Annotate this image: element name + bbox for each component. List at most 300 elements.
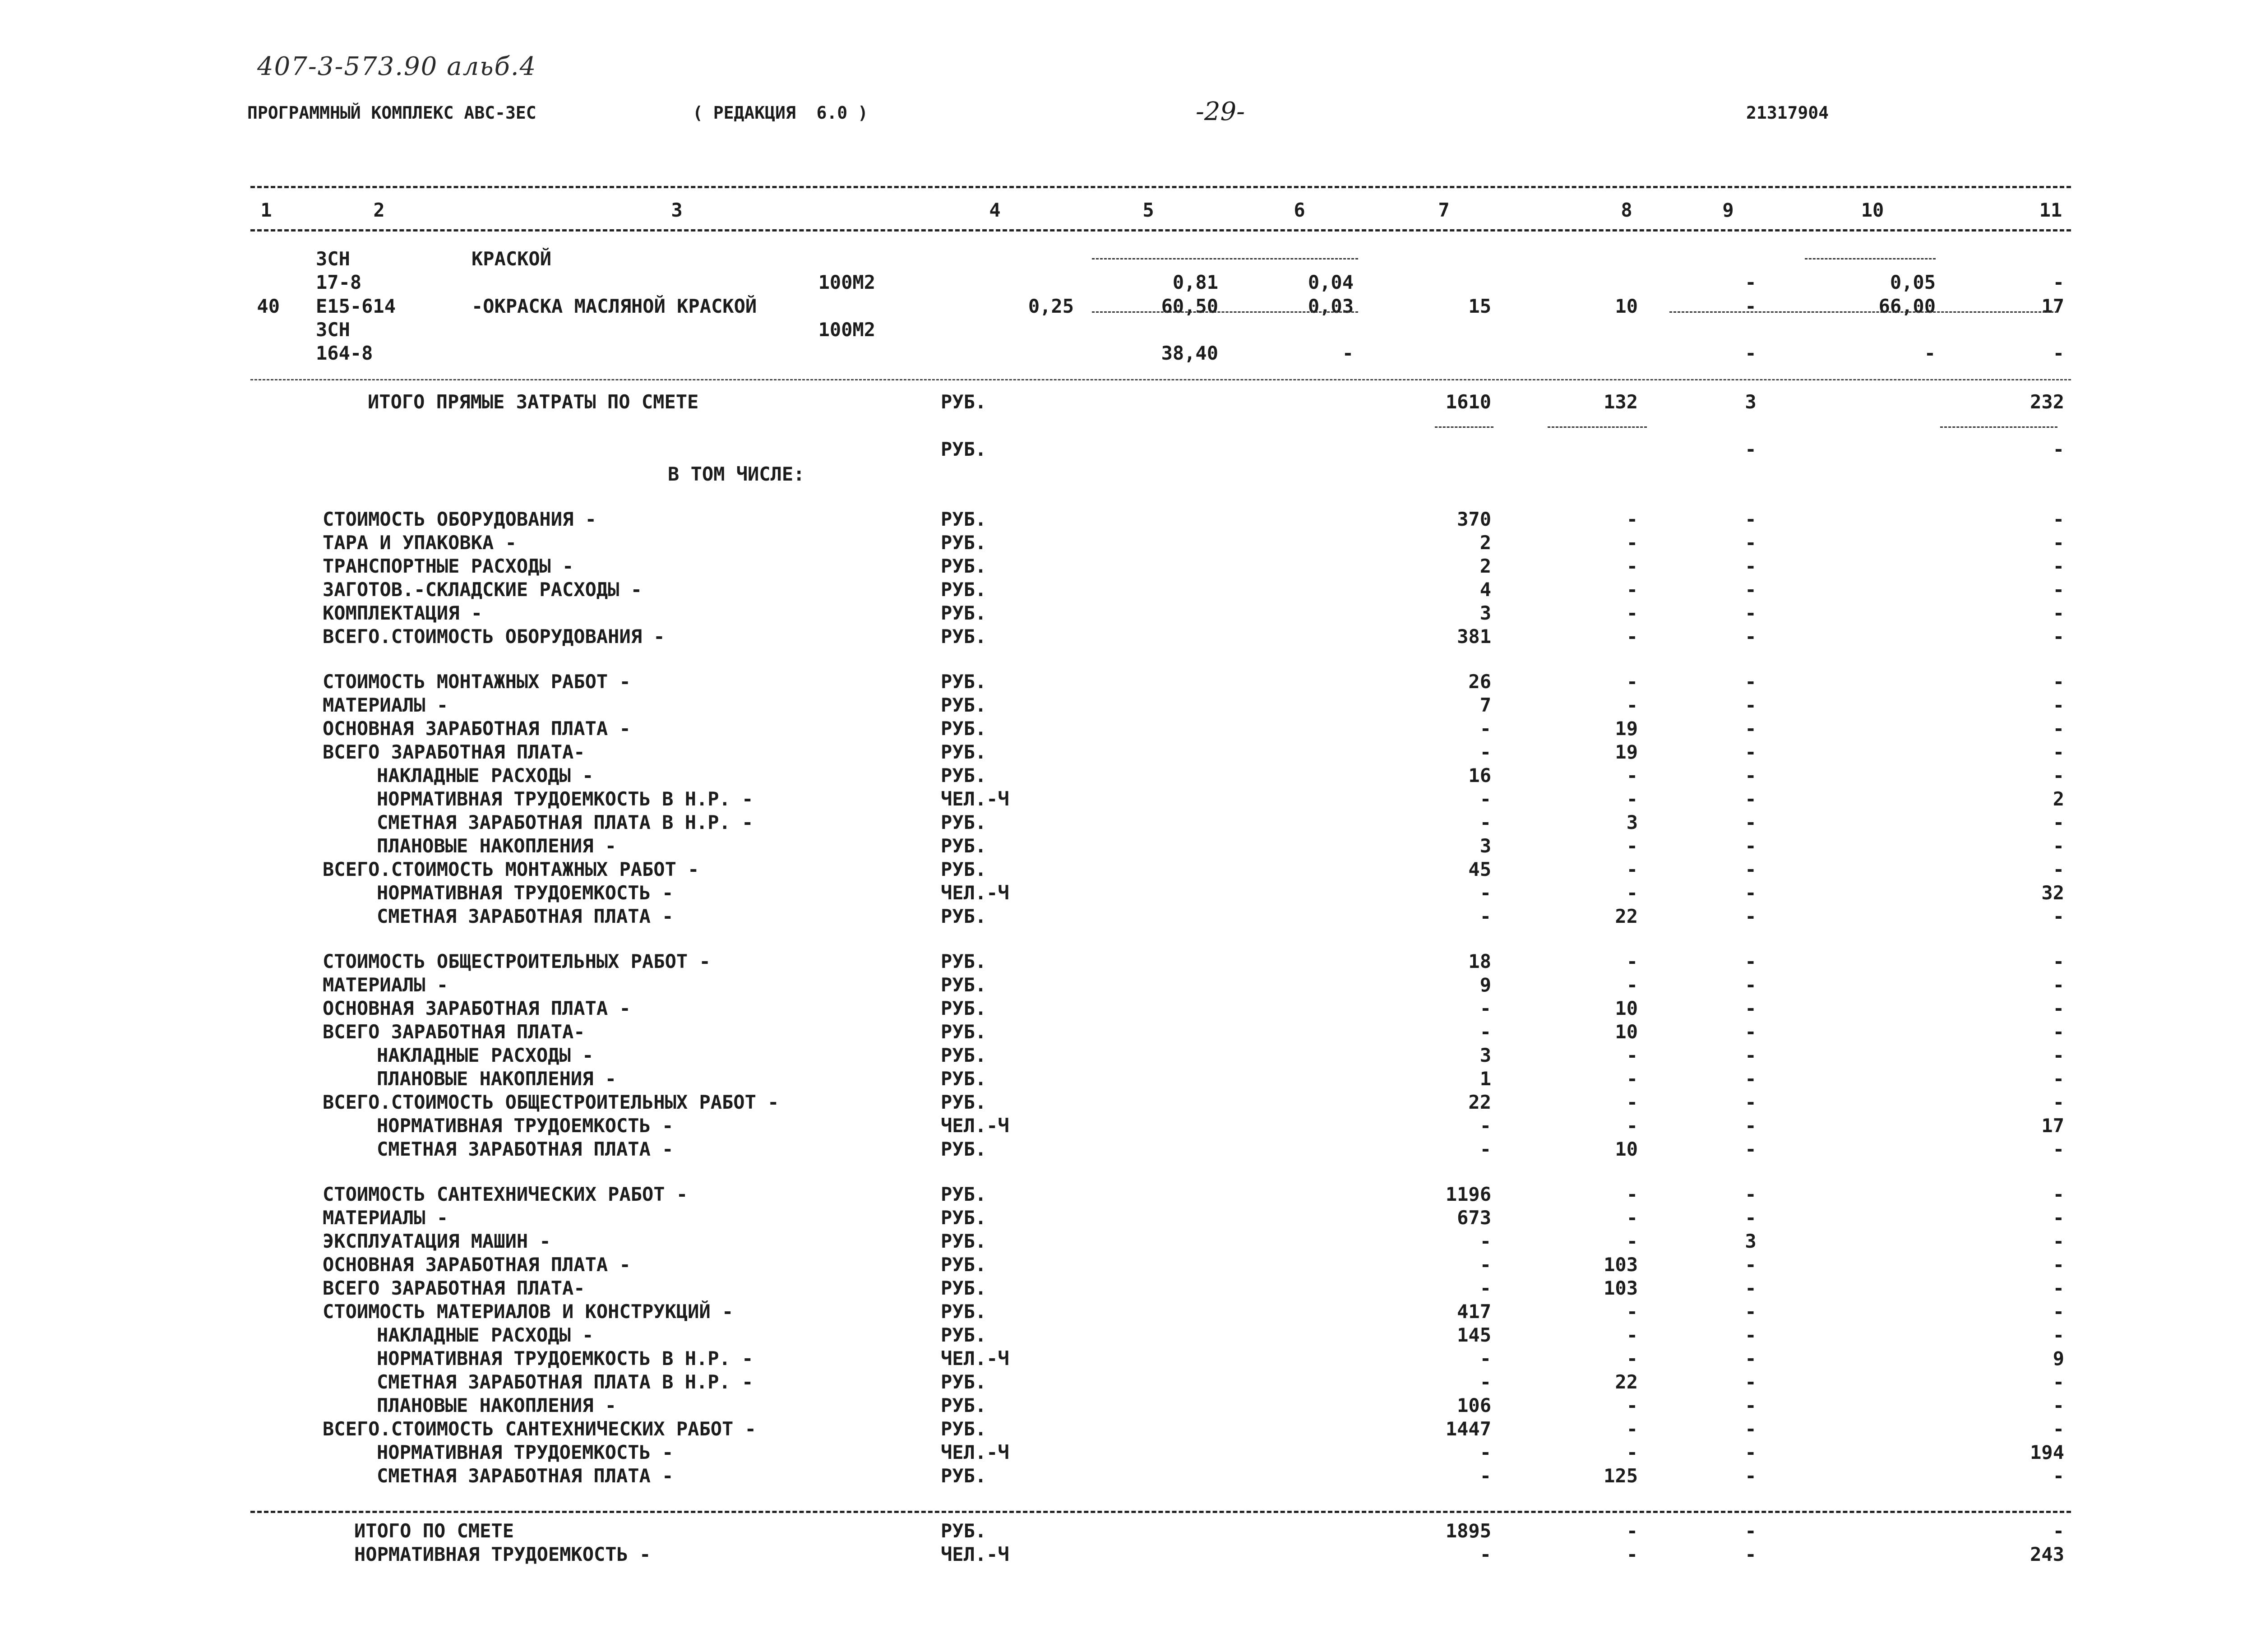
- item-code: ЗСН: [316, 248, 350, 270]
- summary-col11: -: [2053, 532, 2064, 554]
- summary-col7: -: [1479, 997, 1491, 1019]
- summary-col9: -: [1745, 1044, 1757, 1066]
- item-code: 17-8: [316, 271, 362, 293]
- item-unit-price: 0,81: [1172, 271, 1218, 293]
- column-header-rule: [250, 229, 2071, 231]
- summary-col8: 3: [1626, 811, 1638, 833]
- item-col10: -: [1924, 342, 1936, 364]
- summary-col9: -: [1745, 508, 1757, 530]
- summary-unit: РУБ.: [941, 1021, 987, 1043]
- summary-col11: -: [2053, 741, 2064, 763]
- summary-unit: РУБ.: [941, 997, 987, 1019]
- summary-col9: -: [1745, 835, 1757, 857]
- summary-col11: -: [2053, 602, 2064, 624]
- summary-label: СТОИМОСТЬ ОБЩЕСТРОИТЕЛЬНЫХ РАБОТ -: [323, 950, 711, 972]
- item-unit: 100М2: [818, 319, 875, 341]
- summary-col8: -: [1626, 578, 1638, 601]
- summary-col9: -: [1745, 1543, 1757, 1565]
- summary-unit: РУБ.: [941, 1520, 987, 1542]
- summary-unit: РУБ.: [941, 671, 987, 693]
- summary-col8: -: [1626, 950, 1638, 972]
- summary-col11: -: [2053, 1394, 2064, 1416]
- summary-col7: 106: [1457, 1394, 1491, 1416]
- summary-col9: -: [1745, 1183, 1757, 1205]
- summary-col7: -: [1479, 1371, 1491, 1393]
- summary-label: ОСНОВНАЯ ЗАРАБОТНАЯ ПЛАТА -: [323, 717, 631, 740]
- summary-unit: РУБ.: [941, 694, 987, 716]
- summary-col9: -: [1745, 1465, 1757, 1487]
- summary-col8: -: [1626, 694, 1638, 716]
- item-col10: 0,05: [1890, 271, 1936, 293]
- summary-label: КОМПЛЕКТАЦИЯ -: [323, 602, 483, 624]
- summary-col11: 194: [2030, 1441, 2064, 1463]
- summary-col8: -: [1626, 508, 1638, 530]
- summary-col8: 10: [1615, 1138, 1638, 1160]
- summary-col9: 3: [1745, 391, 1757, 413]
- total-underline: [1435, 426, 1493, 428]
- summary-unit: РУБ.: [941, 1465, 987, 1487]
- item-total: 15: [1468, 295, 1491, 317]
- summary-col11: -: [2053, 1520, 2064, 1542]
- item-unit-price: 60,50: [1161, 295, 1218, 317]
- summary-label: СТОИМОСТЬ МОНТАЖНЫХ РАБОТ -: [323, 671, 631, 693]
- summary-col8: -: [1626, 1418, 1638, 1440]
- summary-col7: -: [1479, 905, 1491, 927]
- summary-label: СМЕТНАЯ ЗАРАБОТНАЯ ПЛАТА -: [377, 905, 674, 927]
- summary-col9: -: [1745, 1277, 1757, 1299]
- summary-label: НОРМАТИВНАЯ ТРУДОЕМКОСТЬ В Н.Р. -: [377, 788, 754, 810]
- summary-col9: -: [1745, 1254, 1757, 1276]
- summary-unit: РУБ.: [941, 1324, 987, 1346]
- summary-unit: РУБ.: [941, 1254, 987, 1276]
- summary-col7: 370: [1457, 508, 1491, 530]
- summary-col9: -: [1745, 788, 1757, 810]
- summary-col7: -: [1479, 1254, 1491, 1276]
- summary-label: ВСЕГО.СТОИМОСТЬ ОБЩЕСТРОИТЕЛЬНЫХ РАБОТ -: [323, 1091, 779, 1113]
- item-unit-price: 38,40: [1161, 342, 1218, 364]
- summary-col11: -: [2053, 835, 2064, 857]
- summary-col7: 7: [1479, 694, 1491, 716]
- summary-col7: 673: [1457, 1207, 1491, 1229]
- item-description: -ОКРАСКА МАСЛЯНОЙ КРАСКОЙ: [472, 295, 757, 317]
- summary-col7: -: [1479, 1441, 1491, 1463]
- summary-label: ИТОГО ПО СМЕТЕ: [354, 1520, 514, 1542]
- summary-col7: 3: [1479, 602, 1491, 624]
- summary-col8: -: [1626, 788, 1638, 810]
- column-number-6: 6: [1294, 199, 1305, 221]
- summary-col8: 10: [1615, 1021, 1638, 1043]
- summary-label: ОСНОВНАЯ ЗАРАБОТНАЯ ПЛАТА -: [323, 1254, 631, 1276]
- summary-col8: -: [1626, 602, 1638, 624]
- footer-rule: [250, 1511, 2071, 1513]
- summary-col11: -: [2053, 858, 2064, 880]
- page-number: -29-: [1196, 97, 1245, 126]
- summary-col9: -: [1745, 764, 1757, 787]
- summary-col8: -: [1626, 1347, 1638, 1370]
- summary-col9: -: [1745, 671, 1757, 693]
- summary-col9: -: [1745, 717, 1757, 740]
- summary-col8: -: [1626, 764, 1638, 787]
- summary-label: СМЕТНАЯ ЗАРАБОТНАЯ ПЛАТА -: [377, 1138, 674, 1160]
- summary-col8: 103: [1604, 1277, 1638, 1299]
- summary-col9: -: [1745, 811, 1757, 833]
- summary-unit: РУБ.: [941, 508, 987, 530]
- summary-col8: -: [1626, 555, 1638, 577]
- column-number-9: 9: [1722, 199, 1734, 221]
- summary-unit: РУБ.: [941, 1138, 987, 1160]
- summary-col8: -: [1626, 1091, 1638, 1113]
- summary-col11: -: [2053, 1418, 2064, 1440]
- summary-col11: -: [2053, 1277, 2064, 1299]
- item-description: КРАСКОЙ: [472, 248, 552, 270]
- summary-col11: 9: [2053, 1347, 2064, 1370]
- column-number-4: 4: [989, 199, 1001, 221]
- total-underline: [1940, 426, 2057, 428]
- summary-col8: -: [1626, 625, 1638, 648]
- including-col11: -: [2053, 438, 2064, 460]
- summary-col7: -: [1479, 1230, 1491, 1252]
- item-col6: 0,04: [1308, 271, 1354, 293]
- summary-col7: 26: [1468, 671, 1491, 693]
- summary-col9: -: [1745, 694, 1757, 716]
- summary-col11: 32: [2041, 882, 2064, 904]
- summary-col8: -: [1626, 1183, 1638, 1205]
- summary-col8: -: [1626, 1520, 1638, 1542]
- summary-col9: -: [1745, 1324, 1757, 1346]
- summary-col11: -: [2053, 1091, 2064, 1113]
- summary-unit: РУБ.: [941, 1277, 987, 1299]
- summary-col9: -: [1745, 1021, 1757, 1043]
- summary-col11: -: [2053, 1230, 2064, 1252]
- summary-col11: -: [2053, 1044, 2064, 1066]
- summary-col9: -: [1745, 858, 1757, 880]
- summary-col11: -: [2053, 717, 2064, 740]
- summary-label: МАТЕРИАЛЫ -: [323, 974, 448, 996]
- summary-unit: ЧЕЛ.-Ч: [941, 1347, 1009, 1370]
- summary-unit: РУБ.: [941, 1418, 987, 1440]
- summary-unit: РУБ.: [941, 1207, 987, 1229]
- summary-label: ПЛАНОВЫЕ НАКОПЛЕНИЯ -: [377, 1068, 617, 1090]
- summary-col11: -: [2053, 1021, 2064, 1043]
- summary-label: ОСНОВНАЯ ЗАРАБОТНАЯ ПЛАТА -: [323, 997, 631, 1019]
- summary-label: ВСЕГО ЗАРАБОТНАЯ ПЛАТА-: [323, 1021, 585, 1043]
- summary-unit: РУБ.: [941, 1091, 987, 1113]
- summary-col7: 2: [1479, 532, 1491, 554]
- summary-col7: -: [1479, 717, 1491, 740]
- summary-col7: -: [1479, 1347, 1491, 1370]
- summary-unit: РУБ.: [941, 625, 987, 648]
- summary-col7: -: [1479, 788, 1491, 810]
- summary-label: СТОИМОСТЬ ОБОРУДОВАНИЯ -: [323, 508, 596, 530]
- item-quantity: 0,25: [1028, 295, 1074, 317]
- summary-col11: -: [2053, 1324, 2064, 1346]
- summary-col8: -: [1626, 1300, 1638, 1323]
- summary-col11: -: [2053, 1371, 2064, 1393]
- including-unit: РУБ.: [941, 438, 987, 460]
- summary-unit: ЧЕЛ.-Ч: [941, 1115, 1009, 1137]
- summary-col9: -: [1745, 1068, 1757, 1090]
- summary-unit: РУБ.: [941, 1371, 987, 1393]
- summary-col9: -: [1745, 625, 1757, 648]
- summary-col7: 16: [1468, 764, 1491, 787]
- summary-col8: -: [1626, 882, 1638, 904]
- summary-label: ВСЕГО.СТОИМОСТЬ САНТЕХНИЧЕСКИХ РАБОТ -: [323, 1418, 756, 1440]
- summary-unit: РУБ.: [941, 578, 987, 601]
- summary-unit: РУБ.: [941, 741, 987, 763]
- summary-col9: 3: [1745, 1230, 1757, 1252]
- summary-col8: -: [1626, 1068, 1638, 1090]
- summary-col11: -: [2053, 1207, 2064, 1229]
- summary-col7: -: [1479, 1543, 1491, 1565]
- summary-unit: РУБ.: [941, 811, 987, 833]
- summary-col7: -: [1479, 811, 1491, 833]
- summary-col7: -: [1479, 741, 1491, 763]
- summary-col8: -: [1626, 1394, 1638, 1416]
- summary-label: ВСЕГО.СТОИМОСТЬ МОНТАЖНЫХ РАБОТ -: [323, 858, 699, 880]
- summary-col9: -: [1745, 555, 1757, 577]
- summary-col11: -: [2053, 625, 2064, 648]
- summary-label: ТАРА И УПАКОВКА -: [323, 532, 517, 554]
- summary-unit: ЧЕЛ.-Ч: [941, 1441, 1009, 1463]
- column-number-8: 8: [1621, 199, 1632, 221]
- item-col6: 0,03: [1308, 295, 1354, 317]
- summary-col9: -: [1745, 1138, 1757, 1160]
- summary-col7: 3: [1479, 1044, 1491, 1066]
- summary-label: НАКЛАДНЫЕ РАСХОДЫ -: [377, 1324, 594, 1346]
- summary-label: ПЛАНОВЫЕ НАКОПЛЕНИЯ -: [377, 835, 617, 857]
- summary-col11: -: [2053, 811, 2064, 833]
- summary-label: ВСЕГО ЗАРАБОТНАЯ ПЛАТА-: [323, 741, 585, 763]
- summary-unit: ЧЕЛ.-Ч: [941, 1543, 1009, 1565]
- summary-unit: РУБ.: [941, 532, 987, 554]
- summary-col8: 10: [1615, 997, 1638, 1019]
- summary-col9: -: [1745, 532, 1757, 554]
- summary-label: ЗАГОТОВ.-СКЛАДСКИЕ РАСХОДЫ -: [323, 578, 643, 601]
- summary-col7: 4: [1479, 578, 1491, 601]
- summary-col9: -: [1745, 950, 1757, 972]
- summary-col11: -: [2053, 578, 2064, 601]
- item-col9: -: [1745, 342, 1757, 364]
- summary-label: ВСЕГО.СТОИМОСТЬ ОБОРУДОВАНИЯ -: [323, 625, 665, 648]
- summary-col9: -: [1745, 578, 1757, 601]
- table-top-rule: [250, 186, 2071, 188]
- summary-unit: РУБ.: [941, 1230, 987, 1252]
- summary-col7: 417: [1457, 1300, 1491, 1323]
- summary-col7: -: [1479, 1021, 1491, 1043]
- summary-col11: -: [2053, 694, 2064, 716]
- summary-label: МАТЕРИАЛЫ -: [323, 694, 448, 716]
- item-unit: 100М2: [818, 271, 875, 293]
- summary-col8: 22: [1615, 905, 1638, 927]
- summary-col8: -: [1626, 1543, 1638, 1565]
- summary-col9: -: [1745, 1520, 1757, 1542]
- summary-col7: -: [1479, 1277, 1491, 1299]
- summary-unit: РУБ.: [941, 1044, 987, 1066]
- summary-unit: РУБ.: [941, 717, 987, 740]
- summary-col9: -: [1745, 905, 1757, 927]
- summary-label: СМЕТНАЯ ЗАРАБОТНАЯ ПЛАТА -: [377, 1465, 674, 1487]
- summary-col8: -: [1626, 1230, 1638, 1252]
- summary-col8: -: [1626, 532, 1638, 554]
- summary-col9: -: [1745, 1347, 1757, 1370]
- summary-unit: РУБ.: [941, 835, 987, 857]
- summary-col8: -: [1626, 1324, 1638, 1346]
- summary-col9: -: [1745, 1418, 1757, 1440]
- summary-col11: 243: [2030, 1543, 2064, 1565]
- summary-unit: РУБ.: [941, 764, 987, 787]
- summary-unit: РУБ.: [941, 1068, 987, 1090]
- summary-col11: -: [2053, 508, 2064, 530]
- summary-col11: -: [2053, 555, 2064, 577]
- summary-col11: -: [2053, 1068, 2064, 1090]
- summary-col8: -: [1626, 974, 1638, 996]
- summary-col8: -: [1626, 1044, 1638, 1066]
- summary-unit: РУБ.: [941, 950, 987, 972]
- summary-col7: 1: [1479, 1068, 1491, 1090]
- summary-col11: 17: [2041, 1115, 2064, 1137]
- summary-col8: -: [1626, 1207, 1638, 1229]
- summary-unit: РУБ.: [941, 858, 987, 880]
- summary-col9: -: [1745, 1441, 1757, 1463]
- summary-col9: -: [1745, 997, 1757, 1019]
- summary-col8: 22: [1615, 1371, 1638, 1393]
- summary-label: СМЕТНАЯ ЗАРАБОТНАЯ ПЛАТА В Н.Р. -: [377, 811, 754, 833]
- item-code: Е15-614: [316, 295, 396, 317]
- column-number-5: 5: [1142, 199, 1154, 221]
- summary-col8: -: [1626, 858, 1638, 880]
- item-number: 40: [257, 295, 280, 317]
- item-col10: 66,00: [1878, 295, 1936, 317]
- cell-underline: [1092, 258, 1358, 259]
- cell-underline: [1669, 311, 2057, 313]
- summary-unit: РУБ.: [941, 905, 987, 927]
- item-col11: -: [2053, 271, 2064, 293]
- column-number-7: 7: [1438, 199, 1450, 221]
- total-underline: [1548, 426, 1647, 428]
- summary-unit: ЧЕЛ.-Ч: [941, 788, 1009, 810]
- summary-label: НОРМАТИВНАЯ ТРУДОЕМКОСТЬ В Н.Р. -: [377, 1347, 754, 1370]
- item-col9: -: [1745, 295, 1757, 317]
- summary-label: СТОИМОСТЬ САНТЕХНИЧЕСКИХ РАБОТ -: [323, 1183, 688, 1205]
- summary-col8: -: [1626, 1441, 1638, 1463]
- summary-col9: -: [1745, 1091, 1757, 1113]
- summary-col11: -: [2053, 1254, 2064, 1276]
- summary-label: ЭКСПЛУАТАЦИЯ МАШИН -: [323, 1230, 551, 1252]
- including-heading: В ТОМ ЧИСЛЕ:: [668, 463, 805, 485]
- summary-col8: 19: [1615, 717, 1638, 740]
- summary-col7: 381: [1457, 625, 1491, 648]
- summary-col11: -: [2053, 974, 2064, 996]
- summary-label: НАКЛАДНЫЕ РАСХОДЫ -: [377, 764, 594, 787]
- handwritten-album-code: 407-3-573.90 альб.4: [257, 52, 537, 81]
- summary-unit: РУБ.: [941, 974, 987, 996]
- summary-col7: -: [1479, 882, 1491, 904]
- summary-col7: -: [1479, 1465, 1491, 1487]
- summary-col7: 1447: [1445, 1418, 1491, 1440]
- summary-col8: -: [1626, 835, 1638, 857]
- summary-label: НОРМАТИВНАЯ ТРУДОЕМКОСТЬ -: [377, 1115, 674, 1137]
- summary-label: СМЕТНАЯ ЗАРАБОТНАЯ ПЛАТА В Н.Р. -: [377, 1371, 754, 1393]
- summary-col11: -: [2053, 905, 2064, 927]
- column-number-1: 1: [260, 199, 272, 221]
- summary-col11: 232: [2030, 391, 2064, 413]
- summary-col7: 22: [1468, 1091, 1491, 1113]
- item-code: 164-8: [316, 342, 373, 364]
- summary-col7: 45: [1468, 858, 1491, 880]
- column-number-2: 2: [373, 199, 385, 221]
- column-number-3: 3: [671, 199, 683, 221]
- column-number-11: 11: [2039, 199, 2062, 221]
- summary-unit: РУБ.: [941, 1300, 987, 1323]
- program-title: ПРОГРАММНЫЙ КОМПЛЕКС АВС-3ЕС: [247, 103, 536, 123]
- summary-col7: 1196: [1445, 1183, 1491, 1205]
- item-wages: 10: [1615, 295, 1638, 317]
- summary-col9: -: [1745, 1371, 1757, 1393]
- summary-unit: РУБ.: [941, 1183, 987, 1205]
- summary-col11: -: [2053, 950, 2064, 972]
- item-col11: 17: [2041, 295, 2064, 317]
- summary-col9: -: [1745, 1115, 1757, 1137]
- summary-unit: РУБ.: [941, 602, 987, 624]
- cell-underline: [1805, 258, 1936, 259]
- summary-label: ИТОГО ПРЯМЫЕ ЗАТРАТЫ ПО СМЕТЕ: [368, 391, 699, 413]
- summary-col8: 19: [1615, 741, 1638, 763]
- summary-col7: 145: [1457, 1324, 1491, 1346]
- summary-col7: 18: [1468, 950, 1491, 972]
- summary-col9: -: [1745, 1300, 1757, 1323]
- summary-col8: 125: [1604, 1465, 1638, 1487]
- summary-col7: 2: [1479, 555, 1491, 577]
- summary-col11: -: [2053, 764, 2064, 787]
- summary-col11: -: [2053, 997, 2064, 1019]
- summary-col7: 1895: [1445, 1520, 1491, 1542]
- summary-unit: РУБ.: [941, 555, 987, 577]
- edition-label: ( РЕДАКЦИЯ 6.0 ): [693, 103, 868, 123]
- summary-col8: -: [1626, 671, 1638, 693]
- items-end-rule: [250, 379, 2071, 380]
- including-col9: -: [1745, 438, 1757, 460]
- summary-label: НОРМАТИВНАЯ ТРУДОЕМКОСТЬ -: [354, 1543, 651, 1565]
- summary-col11: -: [2053, 1465, 2064, 1487]
- summary-label: ПЛАНОВЫЕ НАКОПЛЕНИЯ -: [377, 1394, 617, 1416]
- item-code: ЗСН: [316, 319, 350, 341]
- cell-underline: [1092, 311, 1358, 313]
- summary-col7: 3: [1479, 835, 1491, 857]
- summary-col8: 132: [1604, 391, 1638, 413]
- summary-col11: -: [2053, 671, 2064, 693]
- summary-col8: -: [1626, 1115, 1638, 1137]
- summary-col7: -: [1479, 1138, 1491, 1160]
- column-number-10: 10: [1861, 199, 1884, 221]
- summary-col7: 9: [1479, 974, 1491, 996]
- summary-label: МАТЕРИАЛЫ -: [323, 1207, 448, 1229]
- summary-label: ВСЕГО ЗАРАБОТНАЯ ПЛАТА-: [323, 1277, 585, 1299]
- summary-label: ТРАНСПОРТНЫЕ РАСХОДЫ -: [323, 555, 574, 577]
- item-col6: -: [1342, 342, 1354, 364]
- summary-col11: 2: [2053, 788, 2064, 810]
- summary-col9: -: [1745, 741, 1757, 763]
- summary-col11: -: [2053, 1300, 2064, 1323]
- summary-unit: РУБ.: [941, 391, 987, 413]
- summary-col8: 103: [1604, 1254, 1638, 1276]
- summary-label: НАКЛАДНЫЕ РАСХОДЫ -: [377, 1044, 594, 1066]
- summary-unit: РУБ.: [941, 1394, 987, 1416]
- document-code: 21317904: [1746, 103, 1829, 123]
- summary-col7: -: [1479, 1115, 1491, 1137]
- summary-col9: -: [1745, 1394, 1757, 1416]
- item-col11: -: [2053, 342, 2064, 364]
- item-col9: -: [1745, 271, 1757, 293]
